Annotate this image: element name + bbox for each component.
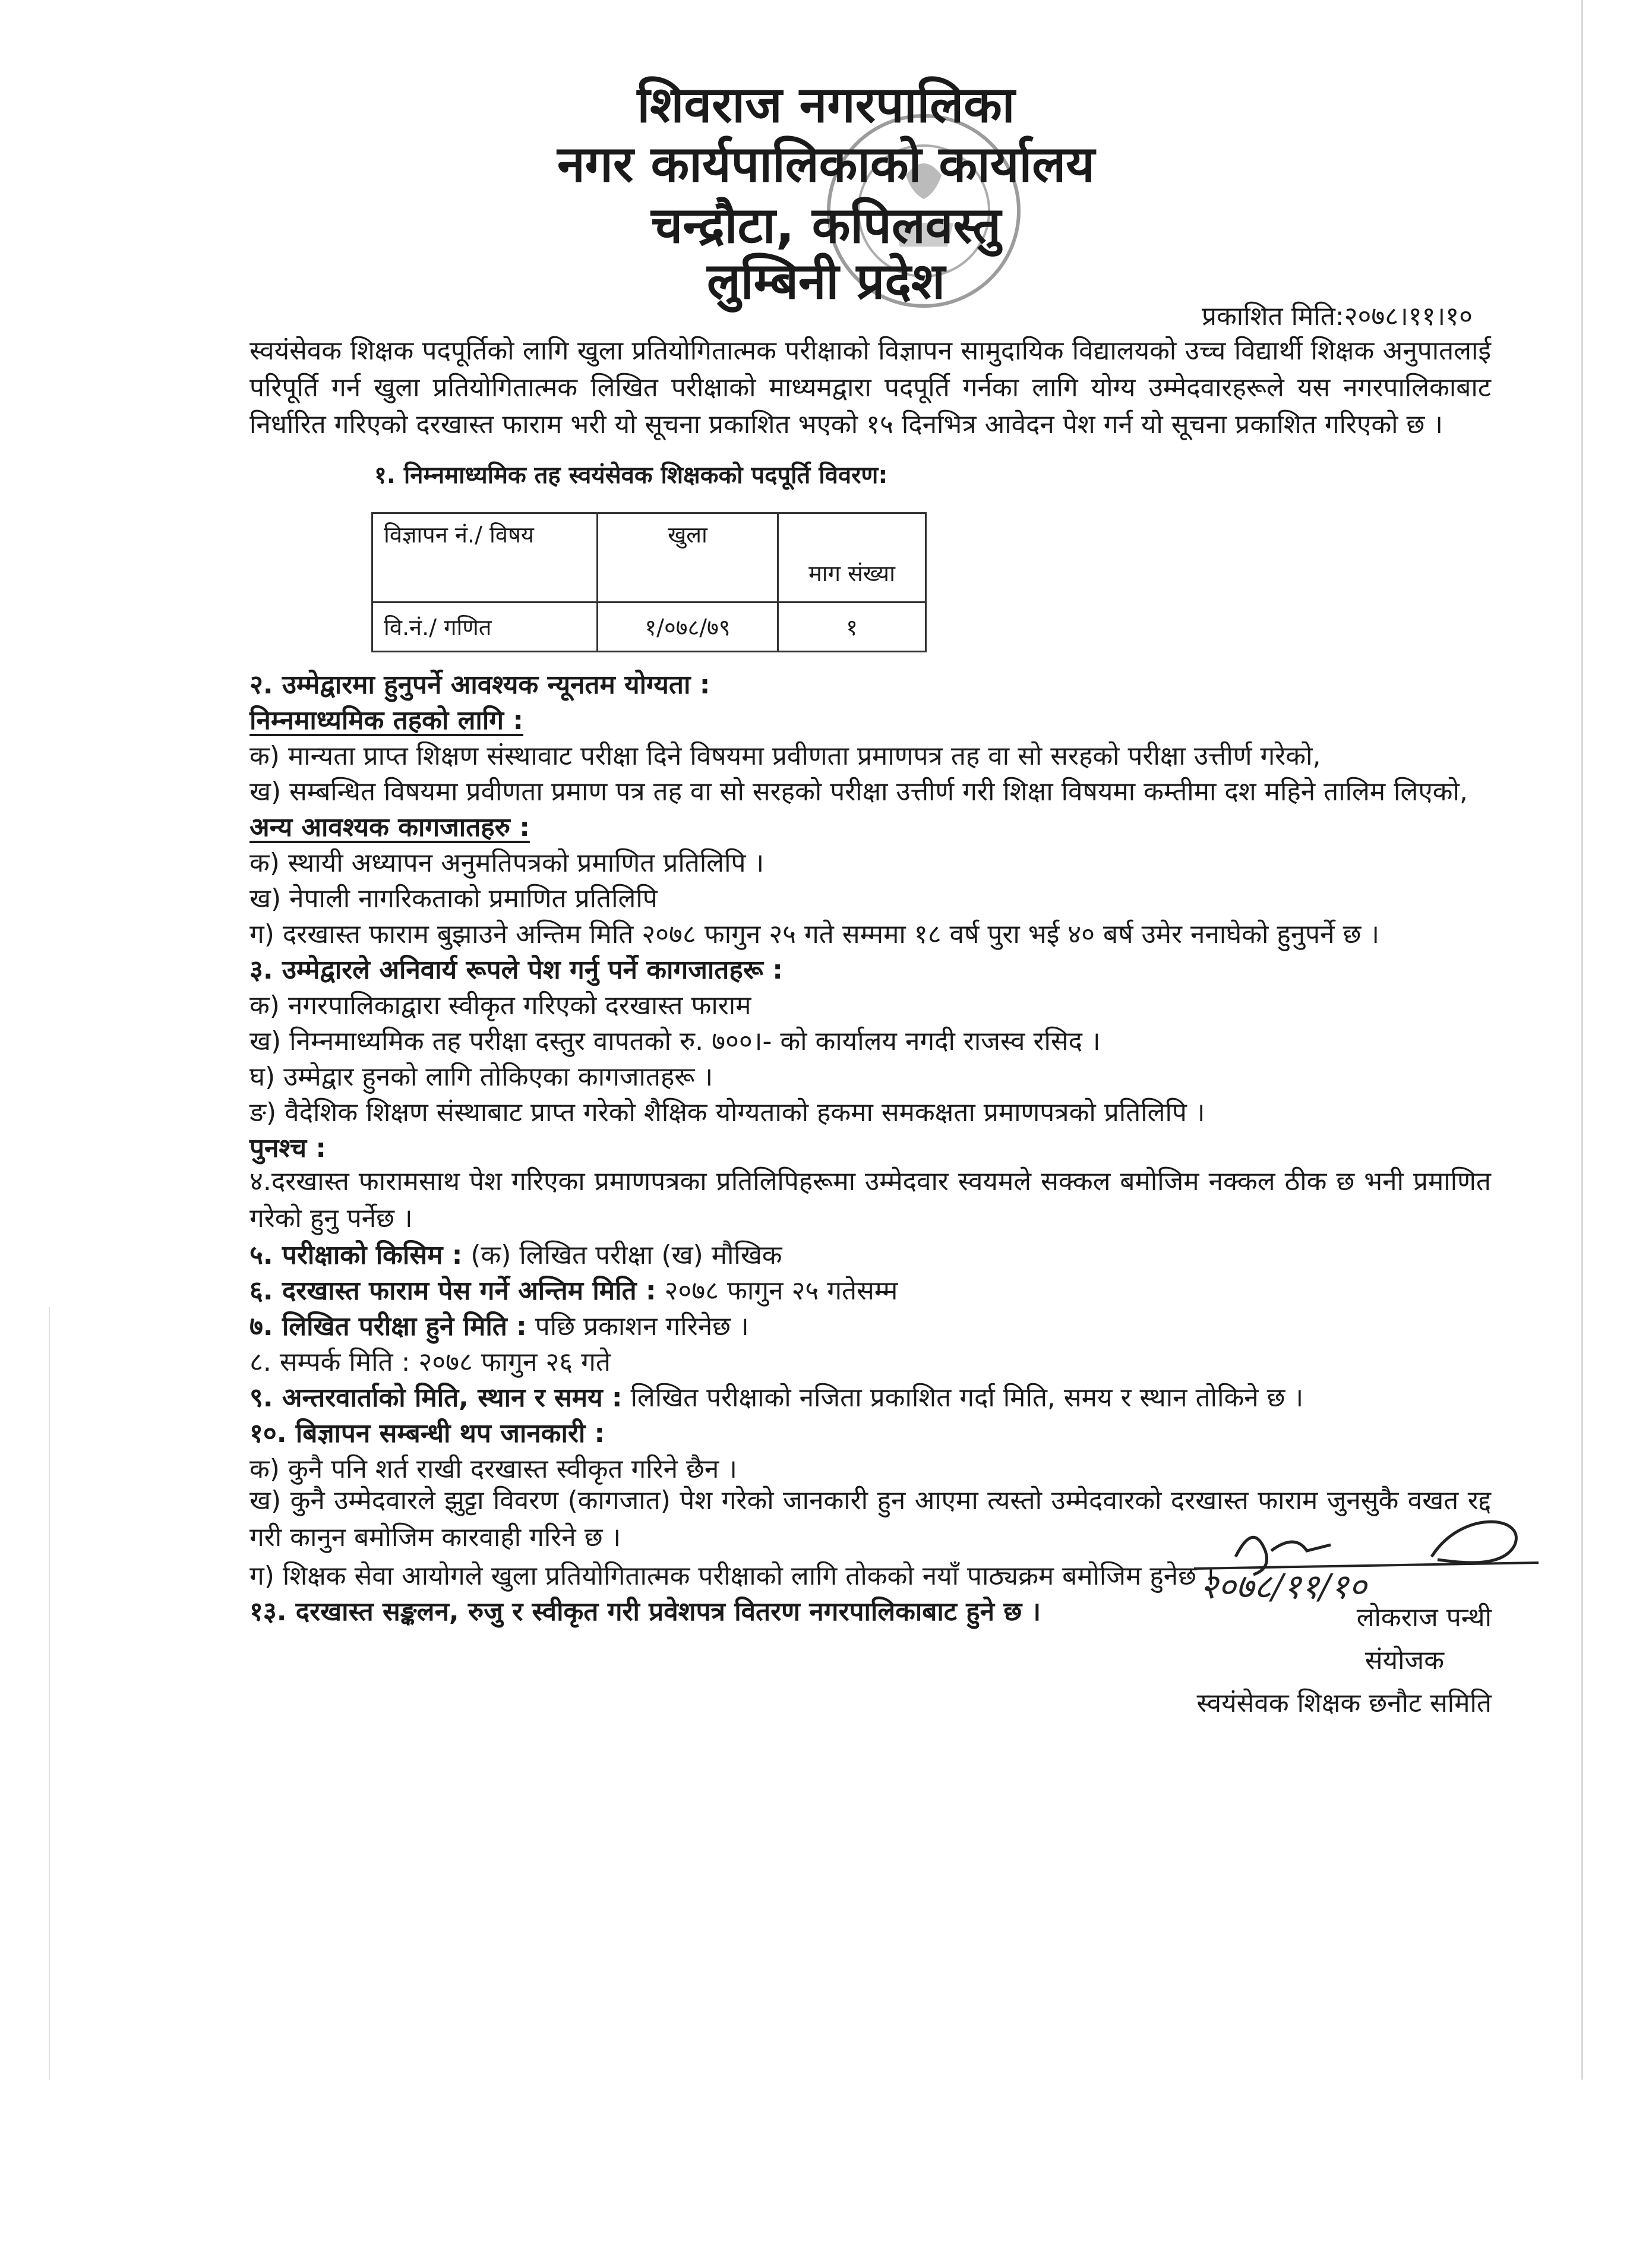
info-item: ख) कुनै उम्मेदवारले झुट्टा विवरण (कागजात) पेश गरेको जानकारी हुन आएमा त्यस्तो उम्मेदवारको दरखास्त फाराम जुनसुकै वखत रद्द गरी कानुन बमोजिम कारवाही गरिने छ । — [249, 1485, 1491, 1553]
section-3-title: ३. उम्मेद्वारले अनिवार्य रूपले पेश गर्नु पर्ने कागजातहरू : — [249, 955, 783, 985]
section-10-title: १०. बिज्ञापन सम्बन्धी थप जानकारी : — [249, 1418, 605, 1449]
document-item: क) स्थायी अध्यापन अनुमतिपत्रको प्रमाणित प्रतिलिपि । — [249, 848, 765, 878]
table-cell: वि.नं./ गणित — [372, 602, 598, 652]
table-header-row — [372, 513, 926, 602]
deadline-value: २०७८ फागुन २५ गतेसम्म — [656, 1276, 898, 1306]
signatory-name: लोकराज पन्थी — [1356, 1602, 1492, 1633]
section-2-subtitle: निम्नमाध्यमिक तहको लागि : — [249, 705, 523, 736]
exam-date-label: ७. लिखित परीक्षा हुने मिति : — [249, 1311, 527, 1342]
office-name: शिवराज नगरपालिका — [637, 75, 1015, 134]
vacancy-table — [371, 512, 927, 652]
postscript-title: पुनश्च : — [249, 1133, 326, 1163]
table-cell: १/०७८/७९ — [598, 602, 778, 652]
info-item: क) कुनै पनि शर्त राखी दरखास्त स्वीकृत गरिने छैन । — [249, 1454, 737, 1484]
publication-date: प्रकाशित मिति:२०७८।११।१० — [1201, 301, 1473, 332]
interview-value: लिखित परीक्षाको नजिता प्रकाशित गर्दा मिति, समय र स्थान तोकिने छ । — [622, 1383, 1304, 1413]
required-doc-item: क) नगरपालिकाद्वारा स्वीकृत गरिएको दरखास्त फाराम — [249, 990, 751, 1021]
deadline — [249, 1272, 898, 1307]
exam-type-value: (क) लिखित परीक्षा (ख) मौखिक — [462, 1240, 782, 1270]
exam-date-value: पछि प्रकाशन गरिनेछ । — [526, 1311, 749, 1342]
section-2-title: २. उम्मेद्वारमा हुनुपर्ने आवश्यक न्यूनतम योग्यता : — [249, 670, 710, 700]
postscript-item: ४.दरखास्त फारामसाथ पेश गरिएका प्रमाणपत्रका प्रतिलिपिहरूमा उम्मेदवार स्वयमले सक्कल बमोजिम नक्कल ठीक छ भनी प्रमाणित गरेको हुनु पर्नेछ । — [249, 1166, 1491, 1233]
exam-type-label: ५. परीक्षाको किसिम : — [249, 1240, 463, 1270]
document-item: ग) दरखास्त फाराम बुझाउने अन्तिम मिति २०७८ फागुन २५ गते सम्ममा १८ वर्ष पुरा भई ४० बर्ष उमेर ननाघेको हुनुपर्ने छ । — [249, 919, 1380, 949]
interview-label: ९. अन्तरवार्ताको मिति, स्थान र समय : — [249, 1383, 623, 1413]
documents-title: अन्य आवश्यक कागजातहरु : — [249, 812, 530, 843]
table-header-cell: माग संख्या — [778, 513, 926, 602]
table-cell: १ — [778, 602, 926, 652]
table-header-cell: विज्ञापन नं./ विषय — [372, 513, 598, 602]
notice-intro: स्वयंसेवक शिक्षक पदपूर्तिको लागि खुला प्रतियोगितात्मक परीक्षाको विज्ञापन सामुदायिक विद्यालयको उच्च विद्यार्थी शिक्षक अनुपातलाई परिपूर्ति गर्न खुला प्रतियोगितात्मक लिखित परीक्षाको माध्यमद्वारा पदपूर्ति गर्नका लागि योग्य उम्मेदवारहरूले यस नगरपालिकाबाट निर्धारित गरिएको दरखास्त फाराम भरी यो सूचना प्रकाशित भएको १५ दिनभित्र आवेदन पेश गर्न यो सूचना प्रकाशित गरिएको छ । — [249, 336, 1491, 440]
deadline-label: ६. दरखास्त फाराम पेस गर्ने अन्तिम मिति : — [249, 1276, 656, 1306]
table-header-cell: खुला — [598, 513, 778, 602]
info-item: ग) शिक्षक सेवा आयोगले खुला प्रतियोगितात्मक परीक्षाको लागि तोकको नयाँ पाठ्यक्रम बमोजिम हुनेछ । — [249, 1561, 1215, 1591]
scan-edge — [49, 1307, 50, 2080]
interview-info — [249, 1378, 1303, 1414]
table-row — [372, 602, 926, 652]
qualification-item: ख) सम्बन्धित विषयमा प्रवीणता प्रमाण पत्र तह वा सो सरहको परीक्षा उत्तीर्ण गरी शिक्षा विषयमा कम्तीमा दश महिने तालिम लिएको, — [249, 777, 1468, 807]
qualification-item: क) मान्यता प्राप्त शिक्षण संस्थावाट परीक्षा दिने विषयमा प्रवीणता प्रमाणपत्र तह वा सो सरहको परीक्षा उत्तीर्ण गरेको, — [249, 741, 1321, 771]
exam-date — [249, 1307, 749, 1343]
required-doc-item: ङ) वैदेशिक शिक्षण संस्थाबाट प्राप्त गरेको शैक्षिक योग्यताको हकमा समकक्षता प्रमाणपत्रको प्रतिलिपि । — [249, 1097, 1205, 1128]
signatory-role: संयोजक — [1364, 1645, 1444, 1676]
office-address: चन्द्रौटा, कपिलवस्तु — [650, 196, 1002, 254]
exam-type — [249, 1236, 782, 1272]
required-doc-item: घ) उम्मेद्वार हुनको लागि तोकिएका कागजातहरू । — [249, 1062, 713, 1092]
required-doc-item: ख) निम्नमाध्यमिक तह परीक्षा दस्तुर वापतको रु. ७००।- को कार्यालय नगदी राजस्व रसिद । — [249, 1026, 1101, 1056]
committee-name: स्वयंसेवक शिक्षक छनौट समिति — [1196, 1688, 1492, 1718]
svg-text:२०७८/११/१०: २०७८/११/१० — [1200, 1566, 1367, 1607]
office-subtitle: नगर कार्यपालिकाको कार्यालय — [557, 135, 1095, 193]
section-13: १३. दरखास्त सङ्कलन, रुजु र स्वीकृत गरी प्रवेशपत्र वितरण नगरपालिकाबाट हुने छ । — [249, 1597, 1041, 1627]
document-item: ख) नेपाली नागरिकताको प्रमाणित प्रतिलिपि — [249, 884, 658, 914]
section-1-title: १. निम्नमाध्यमिक तह स्वयंसेवक शिक्षकको पदपूर्ति विवरण: — [374, 462, 888, 489]
office-province: लुम्बिनी प्रदेश — [706, 252, 946, 310]
contact-date: ८. सम्पर्क मिति : २०७८ फागुन २६ गते — [249, 1347, 611, 1377]
